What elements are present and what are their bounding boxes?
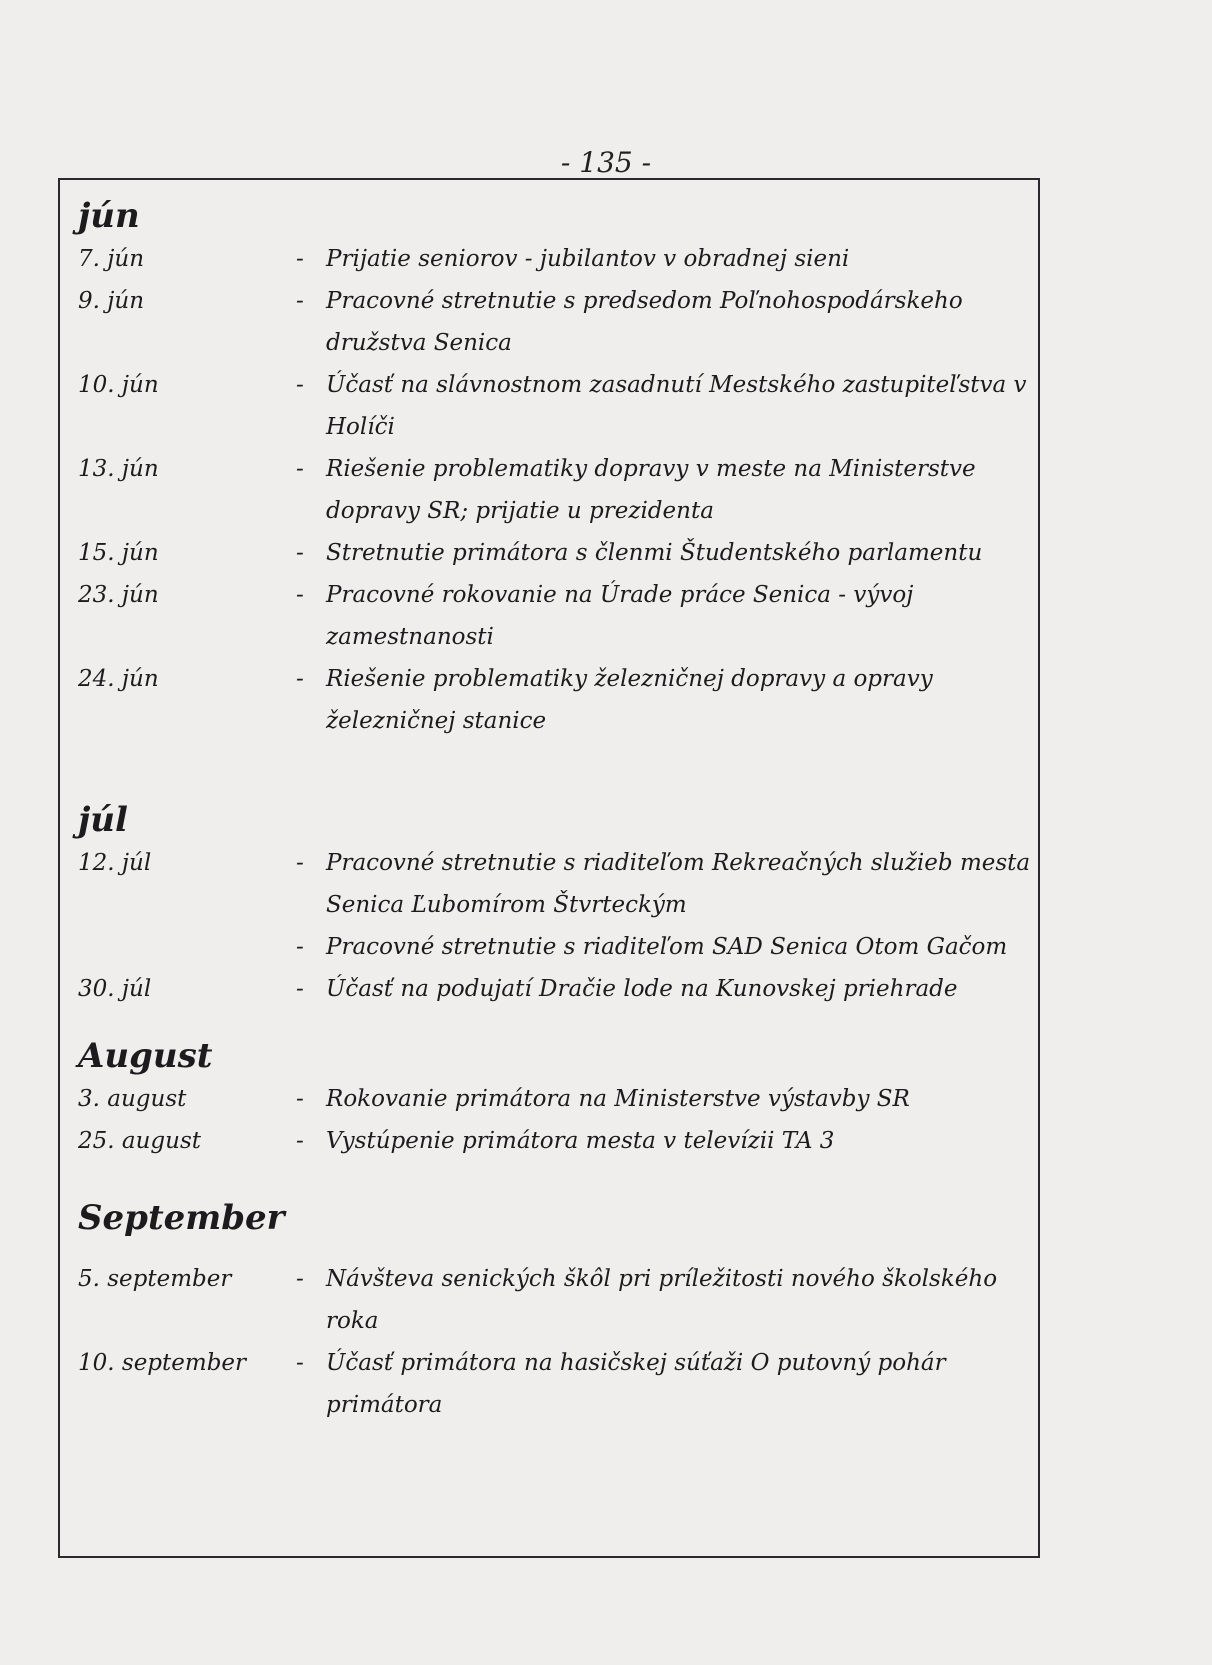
- entry-date: 10. september: [78, 1350, 247, 1376]
- entry-dash: -: [296, 934, 304, 960]
- month-heading-august: August: [78, 1036, 213, 1076]
- entry-text: Riešenie problematiky dopravy v meste na Ministerstve dopravy SR; prijatie u prezidenta: [326, 456, 976, 524]
- entry-dash: -: [296, 246, 304, 272]
- entry: [78, 1078, 1038, 1120]
- entry-text: Prijatie seniorov - jubilantov v obradnej sieni: [326, 246, 850, 272]
- entry: [78, 968, 1038, 1010]
- entry-date: 25. august: [78, 1128, 201, 1154]
- entry-date: 12. júl: [78, 850, 152, 876]
- section-spacer: [78, 742, 1038, 800]
- entry: [78, 842, 1038, 926]
- month-heading-september: September: [78, 1198, 285, 1238]
- entry-text: Pracovné stretnutie s riaditeľom Rekreačných služieb mesta Senica Ľubomírom Štvrteckým: [326, 850, 1031, 918]
- entry-date: 23. jún: [78, 582, 159, 608]
- entry-dash: -: [296, 1128, 304, 1154]
- entry: [78, 238, 1038, 280]
- page-number: - 135 -: [560, 146, 652, 179]
- entry-date: 24. jún: [78, 666, 159, 692]
- entry-date: 9. jún: [78, 288, 145, 314]
- entry-dash: -: [296, 1266, 304, 1292]
- entry-dash: -: [296, 1086, 304, 1112]
- entry-text: Návšteva senických škôl pri príležitosti nového školského roka: [326, 1266, 998, 1334]
- entry-date: 30. júl: [78, 976, 152, 1002]
- entry: [78, 280, 1038, 364]
- entry: [78, 448, 1038, 532]
- month-heading-jul: júl: [78, 800, 128, 840]
- entry: [78, 532, 1038, 574]
- entry-text: Pracovné rokovanie na Úrade práce Senica - vývoj zamestnanosti: [326, 582, 914, 650]
- entry-text: Rokovanie primátora na Ministerstve výstavby SR: [326, 1086, 910, 1112]
- entry-text: Účasť na slávnostnom zasadnutí Mestského zastupiteľstva v Holíči: [326, 372, 1027, 440]
- entry: [78, 926, 1038, 968]
- entry: [78, 364, 1038, 448]
- entry-dash: -: [296, 540, 304, 566]
- entry-text: Pracovné stretnutie s riaditeľom SAD Senica Otom Gačom: [326, 934, 1008, 960]
- entry: [78, 1120, 1038, 1162]
- entry-text: Stretnutie primátora s členmi Študentského parlamentu: [326, 540, 983, 566]
- section-spacer: [78, 1162, 1038, 1198]
- entry-dash: -: [296, 582, 304, 608]
- section-spacer: [78, 1240, 1038, 1258]
- entry-text: Vystúpenie primátora mesta v televízii TA 3: [326, 1128, 835, 1154]
- entry-dash: -: [296, 850, 304, 876]
- entry: [78, 1258, 1038, 1342]
- entry-date: 15. jún: [78, 540, 159, 566]
- entry-date: 13. jún: [78, 456, 159, 482]
- entry-dash: -: [296, 456, 304, 482]
- entry: [78, 574, 1038, 658]
- entry-text: Účasť primátora na hasičskej súťaži O putovný pohár primátora: [326, 1350, 946, 1418]
- entry-dash: -: [296, 288, 304, 314]
- entry-dash: -: [296, 976, 304, 1002]
- entry: [78, 1342, 1038, 1426]
- entry-text: Pracovné stretnutie s predsedom Poľnohospodárskeho družstva Senica: [326, 288, 963, 356]
- entry-date: 7. jún: [78, 246, 145, 272]
- entry-text: Účasť na podujatí Dračie lode na Kunovskej priehrade: [326, 976, 958, 1002]
- entry-dash: -: [296, 1350, 304, 1376]
- entry-text: Riešenie problematiky železničnej dopravy a opravy železničnej stanice: [326, 666, 933, 734]
- entry-date: 5. september: [78, 1266, 232, 1292]
- entry-date: 3. august: [78, 1086, 187, 1112]
- entry-date: 10. jún: [78, 372, 159, 398]
- entry-dash: -: [296, 372, 304, 398]
- entry: [78, 658, 1038, 742]
- month-heading-jun: jún: [78, 196, 140, 236]
- entry-dash: -: [296, 666, 304, 692]
- chronicle-content: [78, 196, 1038, 1426]
- section-spacer: [78, 1010, 1038, 1036]
